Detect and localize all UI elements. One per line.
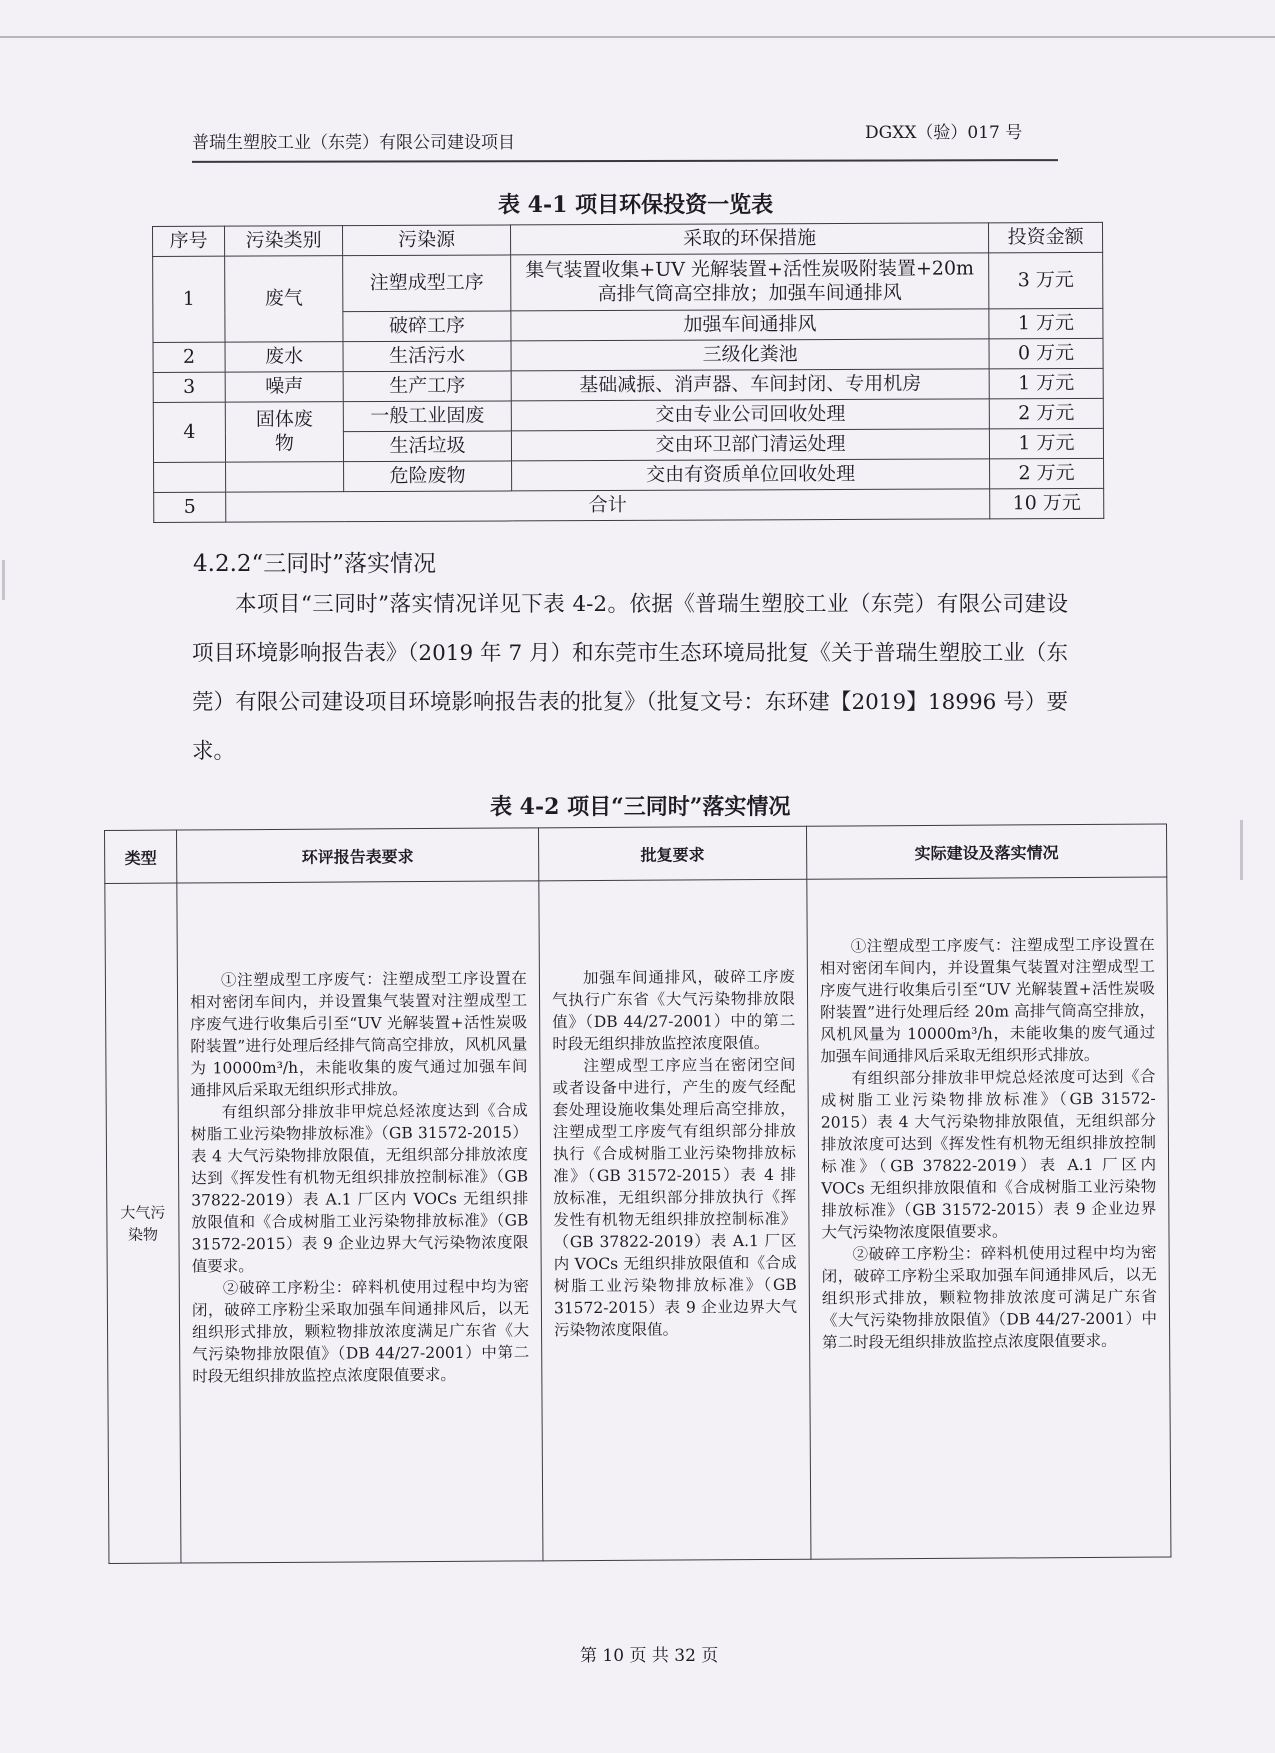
- three-simultaneous-table: [104, 824, 1171, 1564]
- table-total-row: [154, 488, 1104, 522]
- pollution-category: 废水: [225, 342, 343, 373]
- pollution-category: 噪声: [225, 372, 343, 403]
- approval-paragraph: 加强车间通排风，破碎工序废气执行广东省《大气污染物排放限值》（DB 44/27-2001）中的第二时段无组织排放监控浓度限值。: [551, 967, 796, 1054]
- header-cell: 投资金额: [988, 222, 1102, 252]
- pollution-source: 一般工业固废: [343, 401, 511, 432]
- total-label: 合计: [226, 489, 990, 522]
- row-number: 4: [153, 402, 225, 462]
- approval-requirement-text: [539, 880, 809, 1342]
- eia-paragraph: ①注塑成型工序废气：注塑成型工序设置在相对密闭车间内，并设置集气装置对注塑成型工序废气进行收集后引至“UV 光解装置+活性炭吸附装置”进行处理后经排气筒高空排放，风机风量为 10000m³/h，未能收集的废气通过加强车间通排风后采取无组织形式排放。: [190, 969, 528, 1100]
- investment-amount: 2 万元: [989, 398, 1103, 428]
- investment-amount: 0 万元: [989, 338, 1103, 368]
- eia-paragraph: ②破碎工序粉尘：碎料机使用过程中均为密闭，破碎工序粉尘采取加强车间通排风后，以无组织形式排放，颗粒物排放浓度满足广东省《大气污染物排放限值》（DB 44/27-2001）中第二时段无组织排放监控点浓度限值要求。: [191, 1277, 530, 1386]
- approval-requirement-cell: [539, 879, 811, 1561]
- implementation-text: [807, 878, 1169, 1354]
- row-number: 3: [153, 372, 225, 402]
- eia-requirement-text: [177, 881, 541, 1387]
- pollution-source: 生活垃圾: [343, 431, 511, 462]
- protection-measure: 三级化粪池: [511, 339, 989, 371]
- document-header-title: 普瑞生塑胶工业（东莞）有限公司建设项目: [192, 133, 515, 153]
- section-paragraph: [192, 580, 1068, 776]
- implementation-paragraph: 有组织部分排放非甲烷总烃浓度可达到《合成树脂工业污染物排放标准》（GB 31572-2015）表 4 大气污染物排放限值，无组织部分排放浓度可达到《挥发性有机物无组织排放控制标准》（GB 37822-2019）表 A.1 厂区内 VOCs 无组织排放限值和《合成树脂工业污染物排放标准》（GB 31572-2015）表 9 企业边界大气污染物浓度限值要求。: [820, 1067, 1157, 1242]
- table-4-2-title: 表 4-2 项目“三同时”落实情况: [490, 794, 791, 820]
- investment-amount: 2 万元: [990, 458, 1104, 488]
- header-cell: 污染类别: [225, 226, 343, 257]
- table-row: [153, 398, 1103, 432]
- header-cell: 类型: [105, 830, 177, 883]
- protection-measure: 基础减振、消声器、车间封闭、专用机房: [511, 369, 989, 401]
- pollution-source: 破碎工序: [343, 311, 511, 342]
- header-cell: 污染源: [343, 225, 511, 256]
- header-cell: 批复要求: [538, 826, 806, 881]
- table-header-row: [153, 222, 1103, 256]
- header-cell: 实际建设及落实情况: [806, 824, 1166, 879]
- row-number: 2: [153, 342, 225, 372]
- row-number: 1: [153, 256, 225, 342]
- empty-cell: [226, 462, 344, 493]
- section-heading: 4.2.2“三同时”落实情况: [193, 551, 437, 577]
- table-row: [153, 252, 1103, 312]
- implementation-cell: [807, 877, 1171, 1559]
- pollution-source: 生活污水: [343, 341, 511, 372]
- header-cell: 环评报告表要求: [177, 828, 539, 883]
- scan-mark-left: [2, 560, 5, 600]
- scan-page-edge: [0, 36, 1275, 38]
- scan-mark-right: [1240, 820, 1243, 880]
- table-row: [153, 338, 1103, 372]
- implementation-paragraph: ①注塑成型工序废气：注塑成型工序设置在相对密闭车间内，并设置集气装置对注塑成型工序废气进行收集后引至“UV 光解装置+活性炭吸附装置”进行处理后经 20m 高排气筒高空排放，风机风量为 10000m³/h，未能收集的废气通过加强车间通排风后采取无组织形式排放。: [819, 935, 1156, 1066]
- eia-requirement-cell: [177, 881, 543, 1563]
- protection-measure: 交由环卫部门清运处理: [511, 429, 989, 461]
- investment-amount: 1 万元: [989, 428, 1103, 458]
- header-cell: 序号: [153, 226, 225, 256]
- protection-measure: 加强车间通排风: [511, 309, 989, 341]
- approval-paragraph: 注塑成型工序应当在密闭空间或者设备中进行，产生的废气经配套处理设施收集处理后高空排放，注塑成型工序废气有组织部分排放执行《合成树脂工业污染物排放标准》（GB 31572-2015）表 4 排放标准，无组织部分排放执行《挥发性有机物无组织排放控制标准》（GB 37822-2019）表 A.1 厂区内 VOCs 无组织排放限值和《合成树脂工业污染物排放标准》（GB 31572-2015）表 9 企业边界大气污染物浓度限值。: [552, 1055, 797, 1340]
- paragraph-text: 本项目“三同时”落实情况详见下表 4-2。依据《普瑞生塑胶工业（东莞）有限公司建设项目环境影响报告表》（2019 年 7 月）和东莞市生态环境局批复《关于普瑞生塑胶工业（东莞）有限公司建设项目环境影响报告表的批复》（批复文号：东环建【2019】18996 号）要求。: [192, 592, 1068, 764]
- table-row: [153, 368, 1103, 402]
- table-row: [154, 458, 1104, 492]
- investment-amount: 3 万元: [989, 252, 1103, 308]
- protection-measure: 交由专业公司回收处理: [511, 399, 989, 431]
- pollution-category: 固体废物: [225, 402, 343, 463]
- empty-cell: [154, 462, 226, 492]
- implementation-paragraph: ②破碎工序粉尘：碎料机使用过程中均为密闭，破碎工序粉尘采取加强车间通排风后，以无组织形式排放，颗粒物排放浓度可满足广东省《大气污染物排放限值》（DB 44/27-2001）中第二时段无组织排放监控点浓度限值要求。: [821, 1243, 1158, 1352]
- eia-paragraph: 有组织部分排放非甲烷总烃浓度达到《合成树脂工业污染物排放标准》（GB 31572-2015）表 4 大气污染物排放限值，无组织部分排放浓度达到《挥发性有机物无组织排放控制标准》（GB 37822-2019）表 A.1 厂区内 VOCs 无组织排放限值和《合成树脂工业污染物排放标准》（GB 31572-2015）表 9 企业边界大气污染物浓度限值要求。: [190, 1101, 529, 1276]
- investment-amount: 1 万元: [989, 368, 1103, 398]
- pollutant-type-label: 大气污染物: [120, 1203, 166, 1244]
- pollution-source: 危险废物: [344, 461, 512, 492]
- page-number: 第 10 页 共 32 页: [580, 1646, 719, 1666]
- row-number: 5: [154, 492, 226, 522]
- protection-measure: 交由有资质单位回收处理: [512, 459, 990, 491]
- document-header-code: DGXX（验）017 号: [865, 123, 1023, 143]
- table-header-row: [105, 824, 1167, 883]
- header-rule: [192, 159, 1058, 163]
- header-cell: 采取的环保措施: [510, 223, 988, 255]
- table-row: [105, 877, 1171, 1563]
- environmental-investment-table: [152, 222, 1104, 523]
- protection-measure: 集气装置收集+UV 光解装置+活性炭吸附装置+20m 高排气筒高空排放；加强车间通排风: [511, 253, 989, 311]
- investment-amount: 1 万元: [989, 308, 1103, 338]
- pollution-source: 生产工序: [343, 371, 511, 402]
- pollution-category: 废气: [225, 256, 343, 343]
- pollutant-type: [105, 883, 181, 1563]
- total-amount: 10 万元: [990, 488, 1104, 518]
- table-4-1-title: 表 4-1 项目环保投资一览表: [498, 192, 774, 218]
- pollution-source: 注塑成型工序: [343, 255, 511, 312]
